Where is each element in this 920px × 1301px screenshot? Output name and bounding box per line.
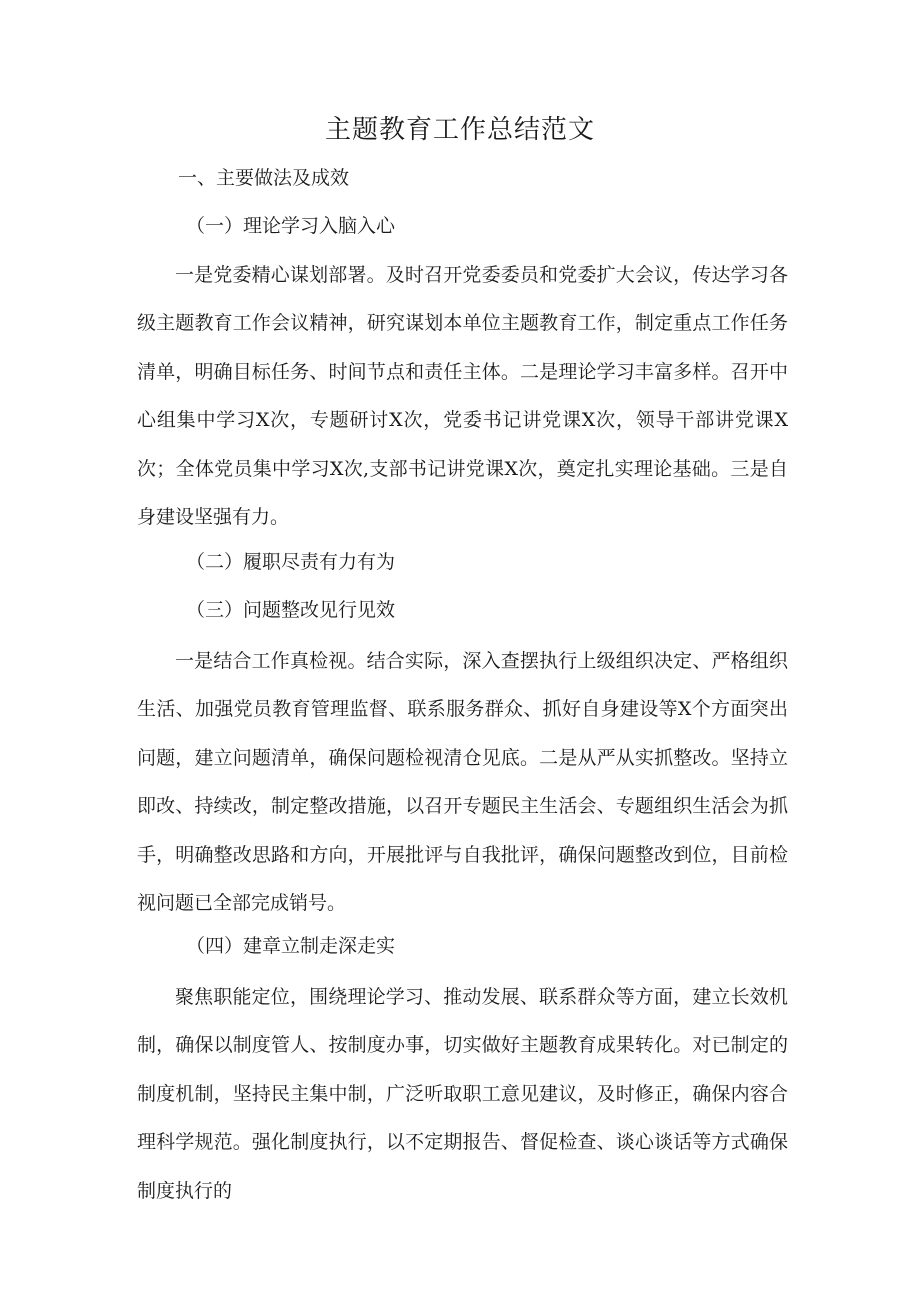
paragraph-institution-building: 聚焦职能定位，围绕理论学习、推动发展、联系群众等方面，建立长效机制，确保以制度管人、按制度办事，切实做好主题教育成果转化。对已制定的制度机制，坚持民主集中制，广泛听取职工意见建议，及时修正，确保内容合理科学规范。强化制度执行，以不定期报告、督促检查、谈心谈话等方式确保制度执行的: [137, 986, 788, 1202]
subsection-heading-duty-performance: （二）履职尽责有力有为: [186, 551, 396, 573]
document-title: 主题教育工作总结范文: [324, 115, 595, 145]
paragraph-theory-study: 一是党委精心谋划部署。及时召开党委委员和党委扩大会议，传达学习各级主题教育工作会议精神，研究谋划本单位主题教育工作，制定重点工作任务清单，明确目标任务、时间节点和责任主体。二是理论学习丰富多样。召开中心组集中学习X次，专题研讨X次，党委书记讲党课X次，领导干部讲党课X次；全体党员集中学习X次,支部书记讲党课X次，奠定扎实理论基础。三是自身建设坚强有力。: [137, 264, 788, 529]
section-heading-main-practices: 一、主要做法及成效: [178, 167, 350, 189]
paragraph-rectification: 一是结合工作真检视。结合实际，深入查摆执行上级组织决定、严格组织生活、加强党员教育管理监督、联系服务群众、抓好自身建设等X个方面突出问题，建立问题清单，确保问题检视清仓见底。二是从严从实抓整改。坚持立即改、持续改，制定整改措施，以召开专题民主生活会、专题组织生活会为抓手，明确整改思路和方向，开展批评与自我批评，确保问题整改到位，目前检视问题已全部完成销号。: [137, 650, 788, 915]
subsection-heading-theory-study: （一）理论学习入脑入心: [186, 215, 396, 237]
subsection-heading-institution-building: （四）建章立制走深走实: [186, 935, 396, 957]
subsection-heading-rectification: （三）问题整改见行见效: [186, 599, 396, 621]
